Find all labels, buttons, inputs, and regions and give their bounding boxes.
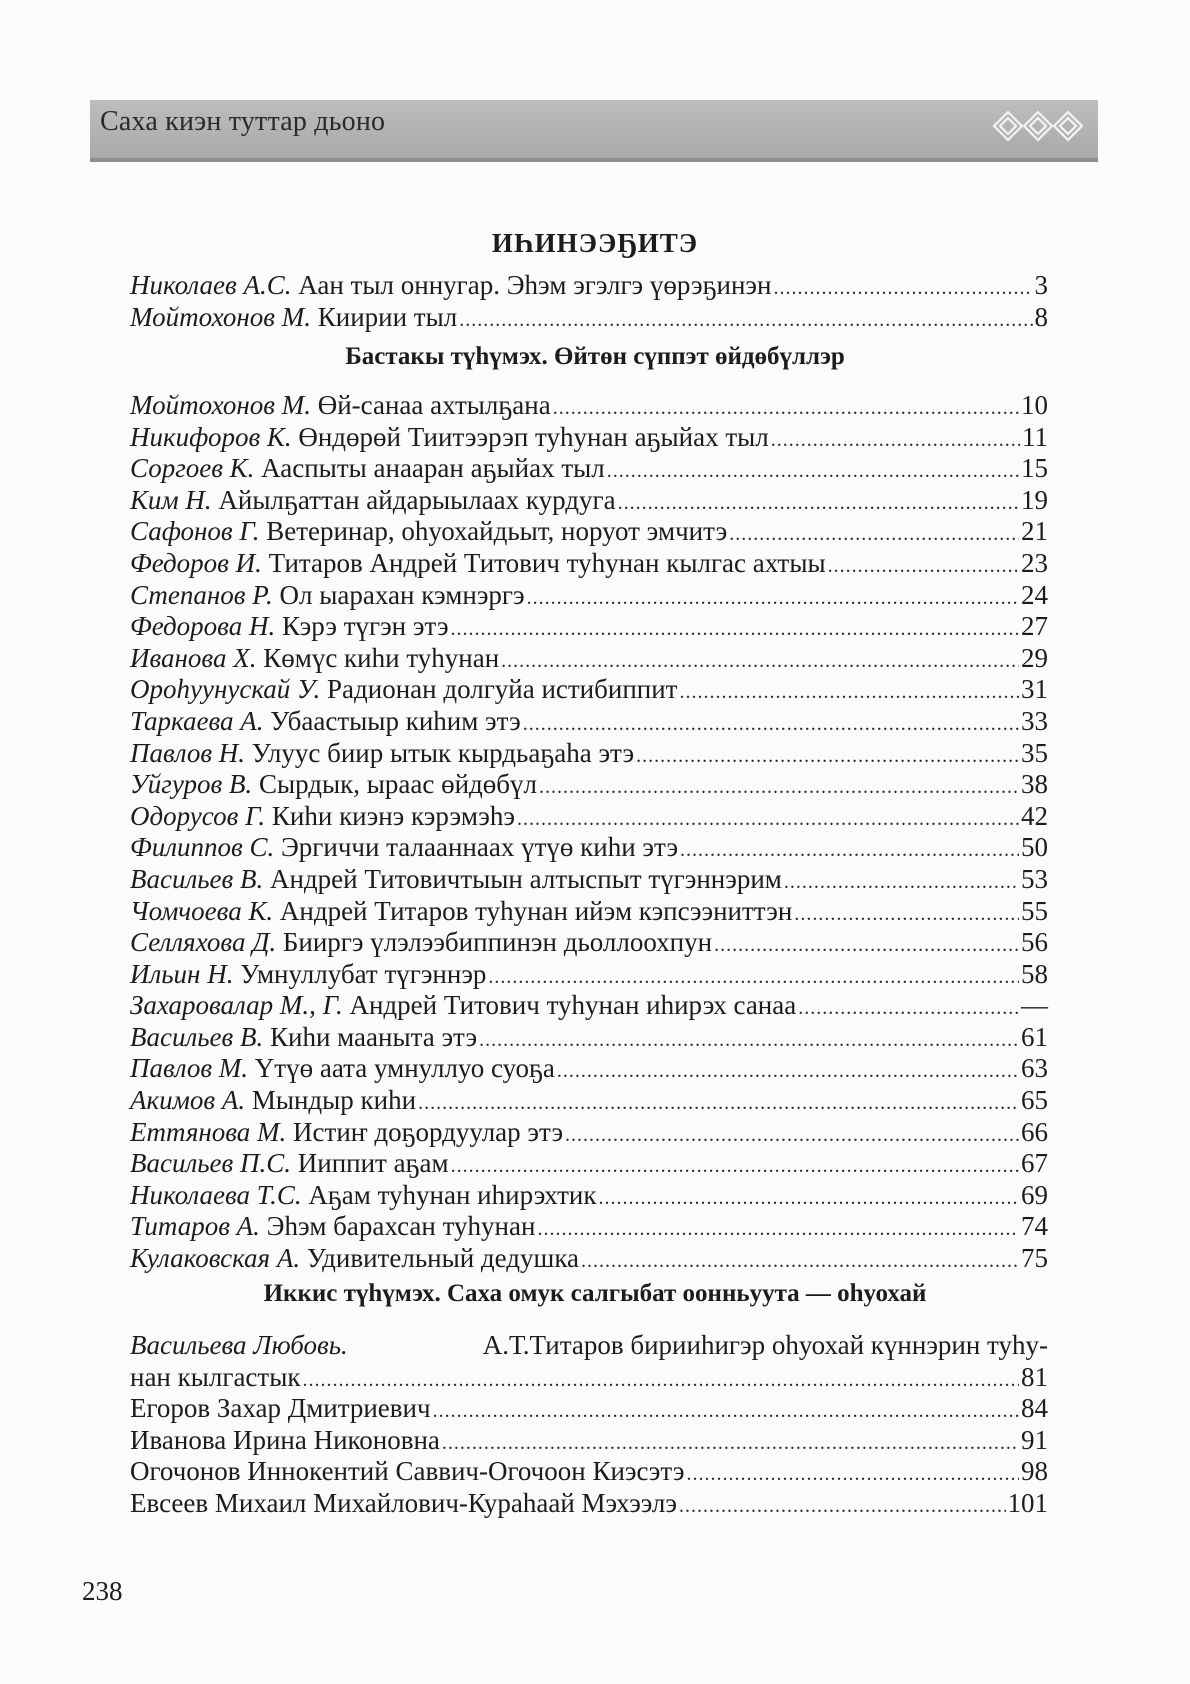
intro-list — [130, 270, 1048, 333]
entry-title: Огочонов Иннокентий Саввич-Огочоон Киэсэтэ — [130, 1456, 685, 1487]
toc-entry — [130, 769, 1048, 801]
toc-entry-multiline — [130, 1330, 1048, 1362]
toc-entry — [130, 801, 1048, 833]
leader-dots — [680, 835, 1019, 867]
entry-page: 29 — [1021, 642, 1048, 673]
toc-entry — [130, 1488, 1048, 1520]
entry-page: 67 — [1021, 1148, 1048, 1179]
entry-author: Филиппов С. — [130, 832, 275, 863]
toc-entry — [130, 1148, 1048, 1180]
section-1-list — [130, 390, 1048, 1275]
entry-author: Федоров И. — [130, 547, 262, 578]
leader-dots — [798, 993, 1019, 1025]
entry-title: А.Т.Титаров бирииһигэр оһуохай күннэрин туһу- — [482, 1330, 1048, 1360]
leader-dots — [557, 1056, 1019, 1088]
toc-entry — [130, 1117, 1048, 1149]
toc-entry — [130, 1456, 1048, 1488]
leader-dots — [539, 772, 1019, 804]
toc-entry — [130, 453, 1048, 485]
leader-dots — [501, 646, 1019, 678]
entry-title: Кэрэ түгэн этэ — [281, 611, 449, 642]
entry-title: Убаастыыр киһим этэ — [270, 705, 521, 736]
toc-entry — [130, 738, 1048, 770]
diamond-ornament-icon — [990, 104, 1086, 148]
entry-title: Өндөрөй Тиитээрэп туһунан аҕыйах тыл — [298, 421, 769, 452]
entry-title: Ол ыарахан кэмнэргэ — [279, 579, 525, 610]
entry-title: Бииргэ үлэлээбиппинэн дьоллоохпун — [282, 927, 713, 958]
leader-dots — [828, 551, 1019, 583]
leader-dots — [686, 1459, 1019, 1491]
leader-dots — [784, 867, 1019, 899]
leader-dots — [679, 677, 1019, 709]
entry-author: Федорова Н. — [130, 611, 276, 642]
toc-entry — [130, 1053, 1048, 1085]
entry-author: Николаев А.С. — [130, 270, 292, 300]
entry-page: 61 — [1021, 1021, 1048, 1052]
toc-entry — [130, 674, 1048, 706]
entry-page: 91 — [1021, 1424, 1048, 1455]
toc-entry — [130, 580, 1048, 612]
toc-entry — [130, 302, 1048, 334]
entry-page: 11 — [1022, 421, 1048, 452]
leader-dots — [553, 393, 1019, 425]
entry-title: Радионан долгуйа истибиппит — [327, 674, 678, 705]
toc-entry — [130, 1425, 1048, 1457]
leader-dots — [537, 1214, 1019, 1246]
entry-page: 35 — [1021, 737, 1048, 768]
toc-entry — [130, 864, 1048, 896]
entry-title: Иванова Ирина Никоновна — [130, 1424, 440, 1455]
entry-title: Андрей Титаров туһунан ийэм кэпсээниттэн — [279, 895, 793, 926]
entry-author: Захаровалар М., Г. — [130, 990, 343, 1021]
running-header — [90, 100, 1098, 162]
page-title: ИҺИНЭЭҔИТЭ — [491, 228, 699, 258]
leader-dots — [794, 899, 1019, 931]
entry-page: 74 — [1021, 1211, 1048, 1242]
entry-page: 27 — [1021, 611, 1048, 642]
running-header-title: Саха киэн туттар дьоно — [100, 106, 386, 137]
entry-author: Степанов Р. — [130, 579, 273, 610]
entry-author: Мойтохонов М. — [130, 390, 311, 420]
entry-author: Уйгуров В. — [130, 769, 253, 800]
entry-page: 19 — [1021, 484, 1048, 515]
entry-page: 69 — [1021, 1179, 1048, 1210]
entry-author: Селляхова Д. — [130, 927, 277, 958]
entry-page: 42 — [1021, 800, 1048, 831]
entry-title: Удивительный дедушка — [306, 1243, 580, 1274]
entry-page: 10 — [1021, 390, 1048, 420]
leader-dots — [714, 930, 1019, 962]
toc-entry — [130, 1180, 1048, 1212]
toc-entry — [130, 1243, 1048, 1275]
entry-page: 15 — [1021, 453, 1048, 484]
toc-entry — [130, 548, 1048, 580]
entry-title: Титаров Андрей Титович туһунан кылгас ахтыы — [268, 547, 826, 578]
leader-dots — [459, 305, 1032, 337]
leader-dots — [618, 488, 1019, 520]
leader-dots — [607, 456, 1019, 488]
entry-title: Андрей Титович туһунан иһирэх санаа — [349, 990, 797, 1021]
section-2-list — [130, 1330, 1048, 1520]
entry-page: 53 — [1021, 863, 1048, 894]
entry-title: Киһи мааныта этэ — [269, 1021, 478, 1052]
entry-page: 75 — [1021, 1243, 1048, 1274]
entry-author: Васильева Любовь. — [130, 1330, 348, 1360]
entry-page: 55 — [1021, 895, 1048, 926]
toc-entry — [130, 1393, 1048, 1425]
entry-page: 50 — [1021, 832, 1048, 863]
entry-author: Васильев В. — [130, 863, 264, 894]
toc-entry — [130, 270, 1048, 302]
entry-page: 8 — [1034, 301, 1048, 332]
leader-dots — [729, 519, 1019, 551]
toc-entry — [130, 896, 1048, 928]
entry-page: 63 — [1021, 1053, 1048, 1084]
entry-author: Одорусов Г. — [130, 800, 266, 831]
section-1-heading: Бастакы түһүмэх. Өйтөн сүппэт өйдөбүллэр — [345, 343, 845, 370]
toc-entry — [130, 927, 1048, 959]
entry-page: 33 — [1021, 705, 1048, 736]
leader-dots — [433, 1396, 1019, 1428]
toc-entry — [130, 390, 1048, 422]
entry-page: 24 — [1021, 579, 1048, 610]
toc-entry — [130, 422, 1048, 454]
entry-title: Мындыр киһи — [251, 1085, 417, 1116]
entry-page: 101 — [1007, 1487, 1048, 1518]
entry-author: Васильев П.С. — [130, 1148, 291, 1179]
entry-page: 66 — [1021, 1116, 1048, 1147]
leader-dots — [581, 1246, 1019, 1278]
section-2-heading: Иккис түһүмэх. Саха омук салгыбат оонньуута — оһуохай — [263, 1280, 927, 1307]
entry-page: 23 — [1021, 547, 1048, 578]
entry-author: Кулаковская А. — [130, 1243, 301, 1274]
leader-dots — [442, 1428, 1019, 1460]
toc-entry — [130, 1022, 1048, 1054]
entry-title: Аҕам туһунан иһирэхтик — [308, 1179, 597, 1210]
entry-author: Акимов А. — [130, 1085, 246, 1116]
leader-dots — [488, 962, 1019, 994]
entry-title: Үтүө аата умнуллуо суоҕа — [254, 1053, 555, 1084]
entry-title: Евсеев Михаил Михайлович-Кураһаай Мэхээлэ — [130, 1487, 677, 1518]
entry-author: Ильин Н. — [130, 958, 234, 989]
toc-entry — [130, 706, 1048, 738]
entry-page: 21 — [1021, 516, 1048, 547]
page-number: 238 — [82, 1576, 123, 1606]
entry-author: Ким Н. — [130, 484, 212, 515]
toc-entry — [130, 643, 1048, 675]
toc-entry — [130, 611, 1048, 643]
entry-title: Киһи киэнэ кэрэмэһэ — [271, 800, 515, 831]
leader-dots — [479, 1025, 1019, 1057]
entry-author: Васильев В. — [130, 1021, 264, 1052]
entry-title: Өй-санаа ахтылҕана — [317, 390, 551, 420]
entry-author: Сафонов Г. — [130, 516, 260, 547]
entry-page: 84 — [1021, 1393, 1048, 1424]
entry-page: 98 — [1021, 1456, 1048, 1487]
entry-author: Ороһуунускай У. — [130, 674, 321, 705]
leader-dots — [302, 1365, 1019, 1397]
entry-author: Таркаева А. — [130, 705, 264, 736]
entry-title: Истиҥ доҕордуулар этэ — [293, 1116, 564, 1147]
leader-dots — [773, 273, 1032, 305]
entry-author: Мойтохонов М. — [130, 301, 311, 332]
entry-author: Титаров А. — [130, 1211, 260, 1242]
toc-entry — [130, 990, 1048, 1022]
entry-author: Павлов Н. — [130, 737, 246, 768]
toc-entry — [130, 516, 1048, 548]
toc-entry — [130, 485, 1048, 517]
toc-entry — [130, 832, 1048, 864]
leader-dots — [527, 583, 1019, 615]
entry-page: 31 — [1021, 674, 1048, 705]
entry-title: Егоров Захар Дмитриевич — [130, 1393, 431, 1424]
leader-dots — [636, 741, 1019, 773]
entry-title: Ииппит аҕам — [297, 1148, 449, 1179]
leader-dots — [451, 1151, 1019, 1183]
leader-dots — [771, 425, 1020, 457]
entry-author: Иванова Х. — [130, 642, 257, 673]
entry-title: Умнуллубат түгэннэр — [240, 958, 487, 989]
entry-title: Көмүс киһи туһунан — [263, 642, 500, 673]
entry-page: — — [1021, 990, 1048, 1021]
entry-author: Павлов М. — [130, 1053, 249, 1084]
entry-author: Еттянова М. — [130, 1116, 287, 1147]
entry-author: Чомчоева К. — [130, 895, 274, 926]
entry-title: Аан тыл оннугар. Эһэм эгэлгэ үөрэҕинэн — [298, 270, 772, 300]
leader-dots — [418, 1088, 1019, 1120]
leader-dots — [451, 614, 1019, 646]
toc-entry — [130, 1085, 1048, 1117]
entry-title: Андрей Титовичтыын алтыспыт түгэннэрим — [269, 863, 782, 894]
entry-page: 81 — [1021, 1361, 1048, 1392]
entry-title: Улуус биир ытык кырдьаҕаһа этэ — [251, 737, 635, 768]
entry-title: нан кылгастык — [130, 1361, 301, 1392]
toc-entry — [130, 959, 1048, 991]
entry-title: Айылҕаттан айдарыылаах курдуга — [218, 484, 616, 515]
entry-page: 3 — [1034, 270, 1048, 300]
toc-entry-continuation — [130, 1362, 1048, 1394]
entry-page: 58 — [1021, 958, 1048, 989]
entry-title: Ветеринар, оһуохайдьыт, норуот эмчитэ — [266, 516, 728, 547]
entry-title: Киирии тыл — [317, 301, 458, 332]
entry-page: 38 — [1021, 769, 1048, 800]
entry-title: Эһэм барахсан туһунан — [266, 1211, 536, 1242]
leader-dots — [517, 804, 1019, 836]
entry-page: 65 — [1021, 1085, 1048, 1116]
entry-author: Соргоев К. — [130, 453, 255, 484]
leader-dots — [679, 1491, 1006, 1523]
entry-author: Никифоров К. — [130, 421, 292, 452]
entry-title: Сырдык, ыраас өйдөбүл — [258, 769, 537, 800]
entry-title: Эргиччи талааннаах үтүө киһи этэ — [280, 832, 679, 863]
leader-dots — [598, 1183, 1019, 1215]
toc-entry — [130, 1211, 1048, 1243]
leader-dots — [523, 709, 1019, 741]
entry-title: Ааспыты анааран аҕыйах тыл — [261, 453, 605, 484]
leader-dots — [565, 1120, 1019, 1152]
entry-author: Николаева Т.С. — [130, 1179, 302, 1210]
entry-page: 56 — [1021, 927, 1048, 958]
